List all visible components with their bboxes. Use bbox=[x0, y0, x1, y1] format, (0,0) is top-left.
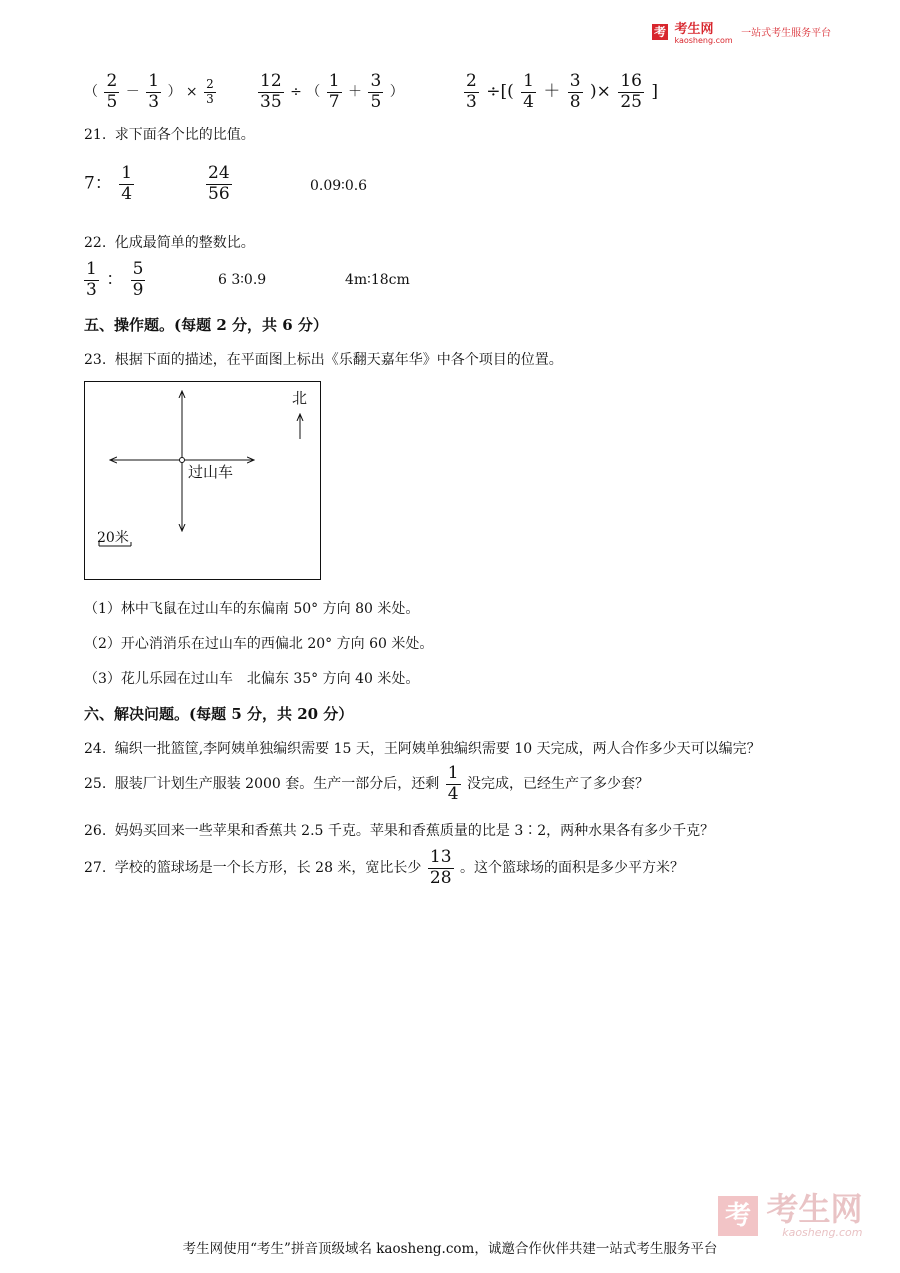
q23-map bbox=[84, 381, 321, 580]
q21-item-2 bbox=[204, 164, 234, 204]
q22-item-3: 4m∶18cm bbox=[345, 272, 410, 288]
question-number: 27. bbox=[84, 860, 107, 877]
q22-item-2: 6 3∶0.9 bbox=[218, 272, 267, 288]
question-text-b: 。这个篮球场的面积是多少平方米？ bbox=[459, 860, 684, 877]
question-number: 25. bbox=[84, 776, 107, 793]
question-number: 26. bbox=[84, 823, 107, 839]
q23-item-2: （2）开心消消乐在过山车的西偏北 20° 方向 60 米处。 bbox=[84, 636, 434, 652]
fraction: $\frac{2}{3}$ bbox=[466, 71, 477, 112]
center-point bbox=[180, 458, 185, 463]
calc-expression-2: $\frac{12}{35}$ ÷ （ $\frac{1}{7}$ ＋ $\frac{3}{5}$ ） bbox=[260, 71, 404, 112]
q22-item-1: $\frac{1}{3}$ ： $\frac{5}{9}$ bbox=[86, 259, 144, 300]
calc-expression-1: （ $\frac{2}{5}$ － $\frac{1}{3}$ ） × $\frac{2}{3}$ bbox=[84, 71, 214, 112]
fraction: $\frac{13}{28}$ bbox=[429, 847, 452, 888]
q21-item-1: 7： $\frac{1}{4}$ bbox=[84, 163, 133, 204]
logo-mark-icon: 考 bbox=[653, 24, 666, 39]
fraction: $\frac{2}{5}$ bbox=[106, 71, 118, 112]
question-text-a: 服装厂计划生产服装 2000 套。生产一部分后，还剩 bbox=[114, 776, 440, 793]
question-number: 23. bbox=[84, 352, 107, 368]
question-number: 21. bbox=[84, 127, 107, 143]
question-text: 求下面各个比的比值。 bbox=[114, 127, 255, 143]
question-26 bbox=[84, 820, 714, 840]
fraction: $\frac{16}{25}$ bbox=[620, 71, 642, 112]
question-text: 化成最简单的整数比。 bbox=[114, 235, 255, 251]
watermark-name: 考生网 bbox=[766, 1190, 863, 1228]
fraction: $\frac{1}{3}$ bbox=[86, 259, 97, 300]
logo-name: 考生网 bbox=[674, 22, 714, 37]
watermark-logo bbox=[718, 1192, 862, 1239]
section-6-title: 六、解决问题。(每题 5 分，共 20 分） bbox=[84, 705, 354, 723]
header-logo[interactable] bbox=[652, 18, 831, 45]
north-label: 北 bbox=[292, 389, 308, 407]
q21-item-3: 0.09∶0.6 bbox=[310, 178, 368, 194]
fraction: $\frac{24}{56}$ bbox=[208, 163, 230, 204]
fraction: $\frac{2}{3}$ bbox=[206, 76, 214, 106]
question-text-b: 没完成，已经生产了多少套？ bbox=[466, 776, 649, 793]
question-21 bbox=[84, 124, 255, 144]
question-text: 根据下面的描述，在平面图上标出《乐翻天嘉年华》中各个项目的位置。 bbox=[114, 352, 563, 368]
logo-slogan: 一站式考生服务平台 bbox=[741, 28, 832, 39]
question-23 bbox=[84, 349, 563, 369]
question-number: 22. bbox=[84, 235, 107, 251]
calc-expression-3: $\frac{2}{3}$ ÷[( $\frac{1}{4}$ ＋ $\frac{3}{8}$ )× $\frac{16}{25}$ ] bbox=[466, 71, 659, 112]
fraction: $\frac{1}{4}$ bbox=[121, 163, 133, 204]
fraction: $\frac{3}{8}$ bbox=[569, 71, 581, 112]
fraction: $\frac{1}{3}$ bbox=[148, 71, 160, 112]
scale-label: 20米 bbox=[97, 530, 129, 546]
center-label: 过山车 bbox=[188, 463, 234, 481]
question-text-a: 学校的篮球场是一个长方形，长 28 米，宽比长少 bbox=[114, 860, 422, 877]
question-27 bbox=[84, 848, 684, 888]
question-22 bbox=[84, 232, 255, 252]
question-text: 编织一批篮筐,李阿姨单独编织需要 15 天，王阿姨单独编织需要 10 天完成，两人合作多少天可以编完？ bbox=[114, 741, 761, 757]
fraction: $\frac{5}{9}$ bbox=[132, 259, 144, 300]
question-24 bbox=[84, 738, 761, 758]
question-25 bbox=[84, 764, 649, 804]
q23-item-3: （3）花儿乐园在过山车 北偏东 35° 方向 40 米处。 bbox=[84, 671, 420, 687]
watermark-domain: kaosheng.com bbox=[782, 1226, 863, 1239]
footer-text: 考生网使用“考生”拼音顶级域名 kaosheng.com，诚邀合作伙伴共建一站式考生服务平台 bbox=[182, 1241, 718, 1257]
fraction: $\frac{3}{5}$ bbox=[370, 71, 382, 112]
fraction: $\frac{1}{4}$ bbox=[447, 763, 459, 804]
fraction: $\frac{1}{4}$ bbox=[523, 71, 534, 112]
q23-item-1: （1）林中飞鼠在过山车的东偏南 50° 方向 80 米处。 bbox=[84, 601, 420, 617]
section-5-title: 五、操作题。(每题 2 分，共 6 分） bbox=[84, 316, 328, 334]
watermark-mark-icon: 考 bbox=[718, 1196, 758, 1236]
fraction: $\frac{1}{7}$ bbox=[328, 71, 340, 112]
logo-domain: kaosheng.com bbox=[674, 36, 733, 45]
question-text: 妈妈买回来一些苹果和香蕉共 2.5 千克。苹果和香蕉质量的比是 3∶2，两种水果各有多少千克？ bbox=[114, 823, 715, 839]
fraction: $\frac{12}{35}$ bbox=[260, 71, 282, 112]
question-number: 24. bbox=[84, 741, 107, 757]
